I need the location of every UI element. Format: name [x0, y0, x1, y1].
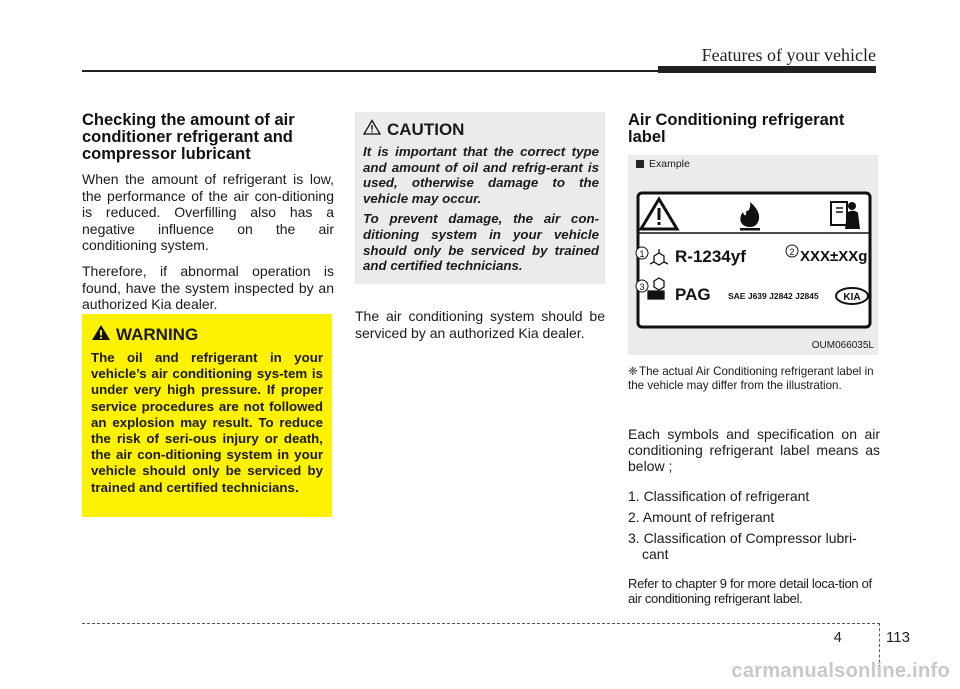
- warning-icon: [91, 324, 111, 346]
- caution-title: CAUTION: [387, 119, 465, 139]
- service-paragraph: The air conditioning system should be serviced by an authorized Kia dealer.: [355, 308, 605, 341]
- note-symbol-icon: ❈: [628, 365, 638, 378]
- example-label: Example: [649, 158, 690, 170]
- page-number-value: 113: [886, 629, 910, 646]
- right-body: [628, 426, 880, 610]
- lubricant-type: PAG: [675, 285, 711, 304]
- left-paragraph-1: When the amount of refrigerant is low, the performance of the air con-ditioning is reduced. Overfilling also has a negative influence on the air conditioning system.: [82, 171, 334, 254]
- left-heading: Checking the amount of air conditioner refrigerant and compressor lubricant: [82, 111, 295, 163]
- right-heading: Air Conditioning refrigerant label: [628, 111, 845, 146]
- header-rule-accent: [658, 66, 876, 73]
- refrigerant-label-figure: [628, 155, 878, 355]
- warning-box: [82, 314, 332, 517]
- caution-box: [355, 112, 605, 284]
- left-paragraph-2: Therefore, if abnormal operation is found, have the system inspected by an authorized Kia dealer.: [82, 262, 334, 313]
- refrigerant-amount: XXX±XXg: [800, 248, 868, 265]
- section-title: Features of your vehicle: [701, 45, 876, 65]
- symbols-list: [628, 488, 880, 562]
- chapter-number: 4: [833, 629, 842, 646]
- technician-icon: [831, 202, 860, 229]
- left-column: [82, 112, 334, 322]
- watermark: carmanualsonline.info: [731, 660, 950, 682]
- marker-1: [636, 247, 648, 259]
- caution-icon: [363, 119, 381, 140]
- caution-paragraph-1: It is important that the correct type and amount of oil and refrig-erant is used, otherwise damage to the vehicle may occur.: [363, 144, 599, 206]
- svg-text:2: 2: [789, 247, 795, 257]
- refrigerant-type: R-1234yf: [675, 247, 746, 266]
- footer-rule: [82, 623, 880, 624]
- caution-paragraph-2: To prevent damage, the air con-ditioning system in your vehicle should only be serviced by trained and certified technicians.: [363, 211, 599, 274]
- warning-title: WARNING: [116, 325, 199, 344]
- svg-text:3: 3: [639, 282, 645, 292]
- svg-text:1: 1: [639, 249, 645, 259]
- right-column: [628, 112, 880, 154]
- list-item: 1. Classification of refrigerant: [628, 488, 810, 504]
- header-rule: [82, 70, 662, 72]
- figure-code: OUM066035L: [811, 340, 874, 351]
- sae-standard: SAE J639 J2842 J2845: [728, 291, 819, 301]
- marker-2: [786, 245, 798, 257]
- svg-text:KIA: KIA: [843, 292, 861, 303]
- list-item: 3. Classification of Compressor lubri-cant: [628, 530, 857, 562]
- note-text: The actual Air Conditioning refrigerant label in the vehicle may differ from the illustration.: [628, 365, 874, 392]
- refrigerant-label-illustration: [628, 155, 878, 355]
- list-item: 2. Amount of refrigerant: [628, 509, 775, 525]
- kia-logo: [836, 288, 868, 304]
- middle-body: [355, 308, 605, 350]
- marker-3: [636, 280, 648, 292]
- symbols-intro: Each symbols and specification on air conditioning refrigerant label means as below ;: [628, 426, 880, 474]
- warning-text: The oil and refrigerant in your vehicle’s air conditioning sys-tem is under very high pressure. If proper service procedures are not followed an explosion may result. To reduce the risk of seri-ous injury or death, the air con-ditioning system in your vehicle should only be serviced by trained and certified technicians.: [91, 350, 323, 495]
- figure-note: [628, 365, 880, 393]
- refer-paragraph: Refer to chapter 9 for more detail loca-tion of air conditioning refrigerant label.: [628, 576, 872, 606]
